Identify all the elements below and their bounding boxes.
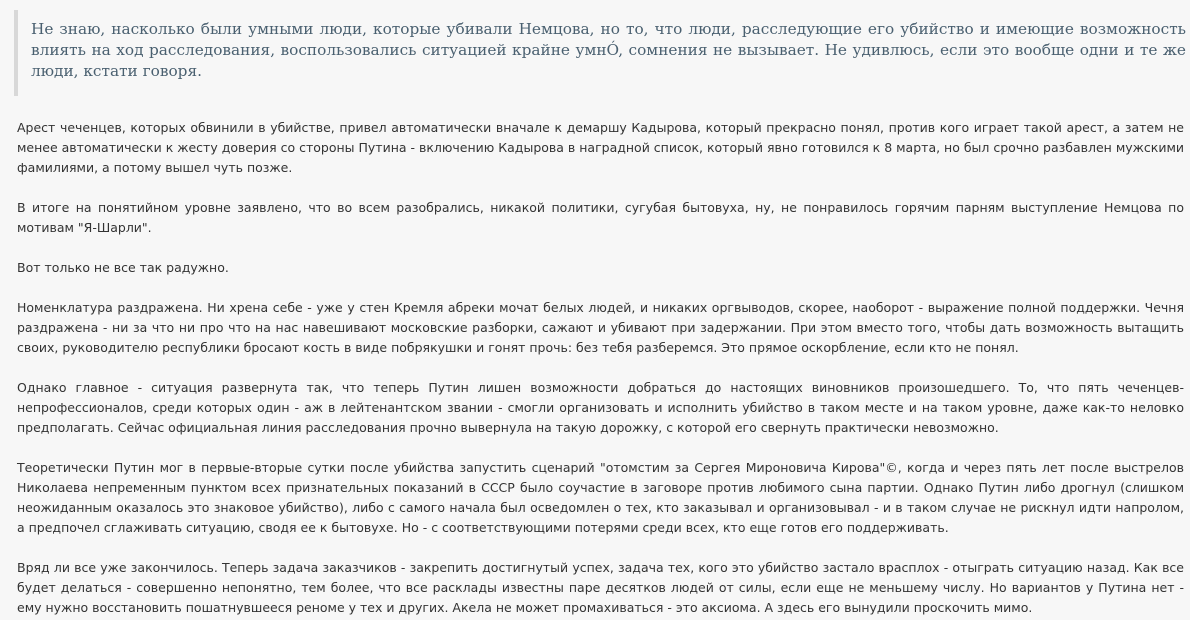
article-body: [17, 118, 1184, 620]
paragraph-4: Номенклатура раздражена. Ни хрена себе - уже у стен Кремля абреки мочат белых людей, и никаких оргвыводов, скорее, наоборот - выражение полной поддержки. Чечня раздражена - ни за что ни про что на нас навешивают московские разборки, сажают и убивают при задержании. При этом вместо того, чтобы дать возможность вытащить своих, руководителю республики бросают кость в виде побрякушки и гонят прочь: без тебя разберемся. Это прямое оскорбление, если кто не понял.: [17, 300, 1184, 355]
paragraph-2: В итоге на понятийном уровне заявлено, что во всем разобрались, никакой политики, сугубая бытовуха, ну, не понравилось горячим парням выступление Немцова по мотивам "Я-Шарли".: [17, 200, 1184, 235]
quote-text: Не знаю, насколько были умными люди, которые убивали Немцова, но то, что люди, расследующие его убийство и имеющие возможность влиять на ход расследования, воспользовались ситуацией крайне умнÓ, сомнения не вызывает. Не удивлюсь, если это вообще одни и те же люди, кстати говоря.: [31, 20, 1186, 80]
paragraph-7: Вряд ли все уже закончилось. Теперь задача заказчиков - закрепить достигнутый успех, задача тех, кого это убийство застало врасплох - отыграть ситуацию назад. Как все будет делаться - совершенно непонятно, тем более, что все расклады известны паре десятков людей от силы, если еще не меньшему числу. Но вариантов у Путина нет - ему нужно восстановить пошатнувшееся реноме у тех и других. Акела не может промахиваться - это аксиома. А здесь его вынудили проскочить мимо.: [17, 560, 1184, 615]
paragraph-5: Однако главное - ситуация развернута так, что теперь Путин лишен возможности добраться до настоящих виновников произошедшего. То, что пять чеченцев-непрофессионалов, среди которых один - аж в лейтенантском звании - смогли организовать и исполнить убийство в таком месте и на таком уровне, даже как-то неловко предполагать. Сейчас официальная линия расследования прочно вывернула на такую дорожку, с которой его свернуть практически невозможно.: [17, 380, 1184, 435]
paragraph-6: Теоретически Путин мог в первые-вторые сутки после убийства запустить сценарий "отомстим за Сергея Мироновича Кирова"©, когда и через пять лет после выстрелов Николаева непременным пунктом всех признательных показаний в СССР было соучастие в заговоре против любимого сына партии. Однако Путин либо дрогнул (слишком неожиданным оказалось это знаковое убийство), либо с самого начала был осведомлен о тех, кто заказывал и организовывал - и в таком случае не рискнул идти напролом, а предпочел сглаживать ситуацию, сводя ее к бытовухе. Но - с соответствующими потерями среди всех, кто еще готов его поддерживать.: [17, 460, 1184, 535]
paragraph-1: Арест чеченцев, которых обвинили в убийстве, привел автоматически вначале к демаршу Кадырова, который прекрасно понял, против кого играет такой арест, а затем не менее автоматически к жесту доверия со стороны Путина - включению Кадырова в наградной список, который явно готовился к 8 марта, но был срочно разбавлен мужскими фамилиями, а потому вышел чуть позже.: [17, 120, 1185, 175]
blockquote: [14, 10, 1186, 96]
paragraph-3: Вот только не все так радужно.: [17, 260, 229, 275]
